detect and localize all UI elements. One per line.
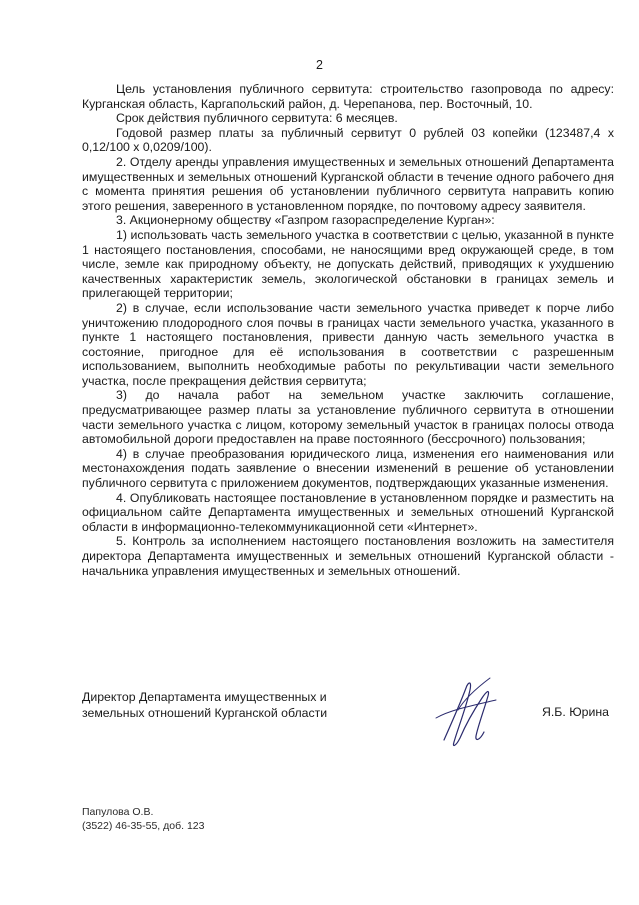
paragraph-item-3-2: 2) в случае, если использование части земельного участка приведет к порче либо уничтожению плодородного слоя почвы в границах части земельного участка, указанного в пункте 1 настоящего постановления, привести данную часть земельного участка в состояние, пригодное для её использования в соответствии с разрешенным использованием, выполнить необходимые работы по рекультивации части земельного участка, после прекращения действия сервитута; [82,300,614,388]
paragraph-purpose: Цель установления публичного сервитута: строительство газопровода по адресу: Курганская область, Каргапольский район, д. Черепанова, пер. Восточный, 10. [82,82,614,111]
paragraph-item-3-3: 3) до начала работ на земельном участке заключить соглашение, предусматривающее размер платы за установление публичного сервитута в отношении части земельного участка с лицом, которому земельный участок в границах полосы отвода автомобильной дороги предоставлен на праве постоянного (бессрочного) пользования; [82,388,614,447]
handwritten-signature [430,670,510,754]
signatory-title-line-1: Директор Департамента имущественных и [82,690,327,704]
paragraph-item-2: 2. Отделу аренды управления имущественных и земельных отношений Департамента имущественных и земельных отношений Курганской области в течение одного рабочего дня с момента принятия решения об установлении публичного сервитута направить копию этого решения, заверенного в установленном порядке, по почтовому адресу заявителя. [82,154,614,213]
paragraph-item-4: 4. Опубликовать настоящее постановление в установленном порядке и разместить на официальном сайте Департамента имущественных и земельных отношений Курганской области в информационно-телекоммуникационной сети «Интернет». [82,490,614,534]
page-number: 2 [316,58,323,72]
signatory-name: Я.Б. Юрина [542,705,609,719]
signatory-title [82,689,372,721]
document-body [82,82,614,578]
executor-name: Папулова О.В. [82,806,154,818]
paragraph-item-3-4: 4) в случае преобразования юридического лица, изменения его наименования или местонахождения подать заявление о внесении изменений в решение об установлении публичного сервитута с приложением документов, подтверждающих указанные изменения. [82,446,614,491]
executor-block [82,805,204,833]
executor-phone: (3522) 46-35-55, доб. 123 [82,820,205,832]
paragraph-term: Срок действия публичного сервитута: 6 месяцев. [116,111,398,126]
paragraph-item-3-1: 1) использовать часть земельного участка в соответствии с целью, указанной в пункте 1 настоящего постановления, способами, не наносящими вред окружающей среде, в том числе, земле как природному объекту, не допускать действий, приводящих к ухудшению качественных характеристик земель, экологической обстановки в границах земель и прилегающей территории; [82,227,614,301]
paragraph-item-5: 5. Контроль за исполнением настоящего постановления возложить на заместителя директора Департамента имущественных и земельных отношений Курганской области - начальника управления имущественных и земельных отношений. [82,534,614,578]
paragraph-item-3: 3. Акционерному обществу «Газпром газораспределение Курган»: [116,213,495,228]
signatory-title-line-2: земельных отношений Курганской области [82,706,328,720]
paragraph-fee: Годовой размер платы за публичный сервитут 0 рублей 03 копейки (123487,4 х 0,12/100 х 0,0209/100). [82,125,614,155]
